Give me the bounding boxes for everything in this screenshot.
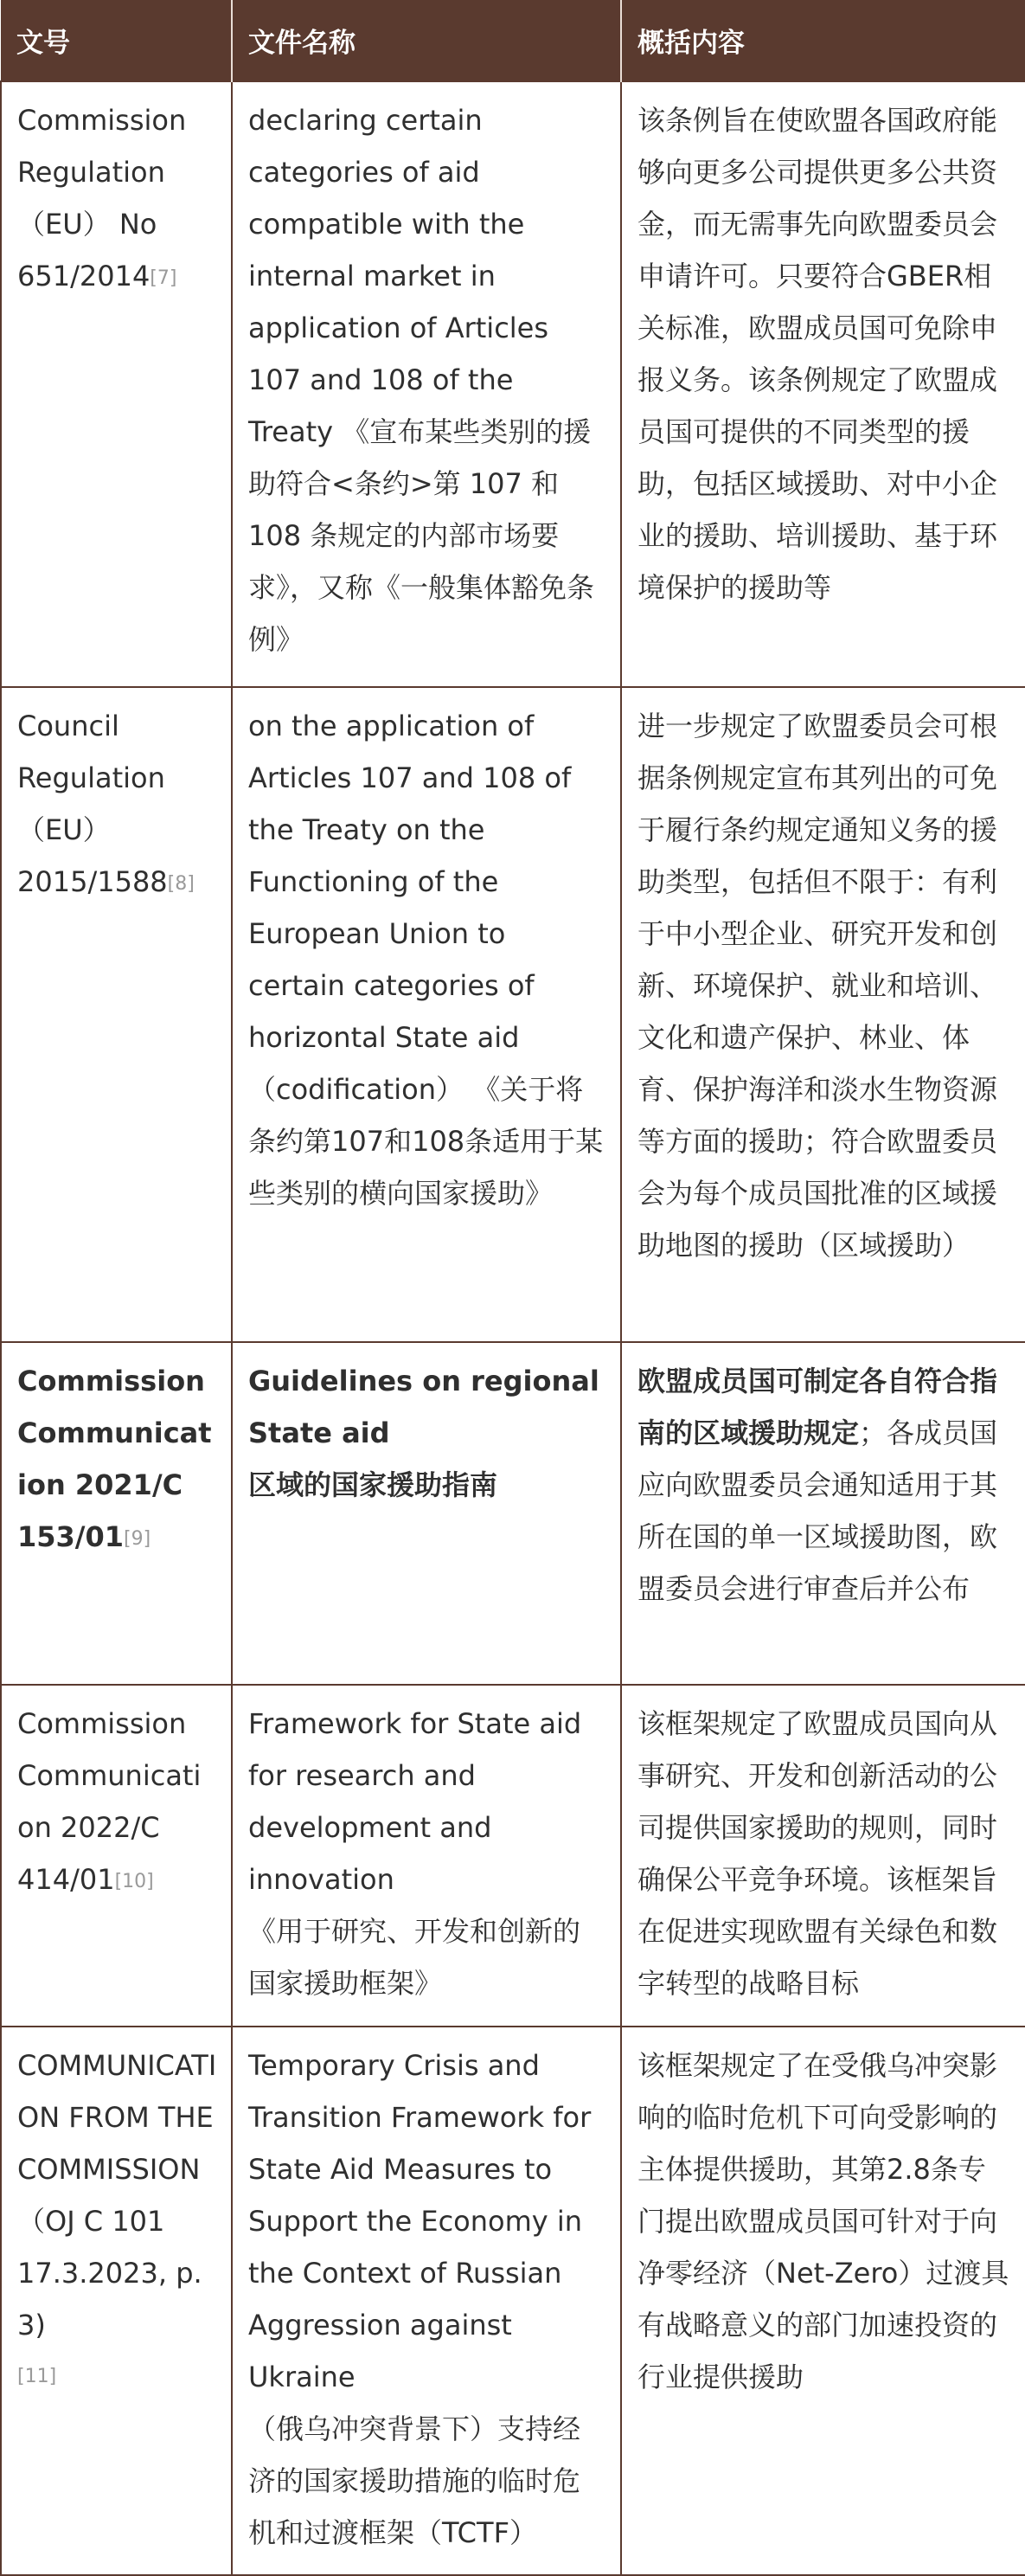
document-name-en: Temporary Crisis and Transition Framework for State Aid Measures to Support the Economy in the Context of Russian Aggression against Ukraine	[248, 2049, 592, 2393]
header-number: 文号	[1, 0, 232, 81]
document-number: Commission Regulation （EU） No 651/2014	[17, 104, 187, 292]
table-row	[1, 1685, 1025, 2027]
cell-document-name	[232, 81, 621, 687]
document-name-en: declaring certain categories of aid compatible with the internal market in application of Articles 107 and 108 of the Treaty	[248, 104, 549, 448]
footnote-ref[interactable]: [7]	[150, 267, 177, 289]
document-name-en: on the application of Articles 107 and 108 of the Treaty on the Functioning of the European Union to certain categories of horizontal State aid （codification）	[248, 710, 572, 1106]
document-number: Commission Communication 2021/C 153/01	[17, 1365, 212, 1553]
table-row	[1, 2027, 1025, 2575]
cell-summary	[621, 2027, 1025, 2575]
cell-document-name	[232, 1685, 621, 2027]
document-number: Council Regulation （EU） 2015/1588	[17, 710, 168, 898]
document-name-cn: 《用于研究、开发和创新的国家援助框架》	[248, 1915, 581, 2000]
summary-bold: 欧盟成员国可制定各自符合指南的区域援助规定	[637, 1365, 998, 1449]
cell-document-name	[232, 1342, 621, 1685]
cell-number	[1, 687, 232, 1342]
cell-document-name	[232, 687, 621, 1342]
summary-text: 该框架规定了欧盟成员国向从事研究、开发和创新活动的公司提供国家援助的规则，同时确保公平竞争环境。该框架旨在促进实现欧盟有关绿色和数字转型的战略目标	[637, 1707, 998, 2000]
header-row	[1, 0, 1025, 81]
cell-document-name	[232, 2027, 621, 2575]
cell-summary	[621, 687, 1025, 1342]
footnote-ref[interactable]: [9]	[124, 1528, 151, 1550]
document-name-cn: 区域的国家援助指南	[248, 1468, 498, 1501]
summary-text: 进一步规定了欧盟委员会可根据条例规定宣布其列出的可免于履行条约规定通知义务的援助类型，包括但不限于：有利于中小型企业、研究开发和创新、环境保护、就业和培训、文化和遗产保护、林业、体育、保护海洋和淡水生物资源等方面的援助；符合欧盟委员会为每个成员国批准的区域援助地图的援助（区域援助）	[637, 710, 998, 1262]
footnote-ref[interactable]: [10]	[114, 1871, 154, 1892]
cell-number	[1, 1685, 232, 2027]
cell-number	[1, 1342, 232, 1685]
footnote-ref[interactable]: [8]	[167, 873, 195, 895]
table-row	[1, 81, 1025, 687]
header-document-name: 文件名称	[232, 0, 621, 81]
summary-text: 该框架规定了在受俄乌冲突影响的临时危机下可向受影响的主体提供援助，其第2.8条专门提出欧盟成员国可针对于向净零经济（Net-Zero）过渡具有战略意义的部门加速投资的行业提供援助	[637, 2049, 1009, 2393]
header-summary: 概括内容	[621, 0, 1025, 81]
table-row	[1, 687, 1025, 1342]
cell-summary	[621, 1685, 1025, 2027]
document-number: Commission Communication 2022/C 414/01	[17, 1707, 202, 1896]
table-row	[1, 1342, 1025, 1685]
document-name-en: Framework for State aid for research and development and innovation	[248, 1707, 582, 1896]
document-name-cn: （俄乌冲突背景下）支持经济的国家援助措施的临时危机和过渡框架（TCTF）	[248, 2412, 581, 2549]
document-name-cn: 《宣布某些类别的援助符合<条约>第 107 和 108 条规定的内部市场要求》，又称《一般集体豁免条例》	[248, 415, 595, 656]
document-name-cn: 《关于将条约第107和108条适用于某些类别的横向国家援助》	[248, 1073, 604, 1210]
cell-number	[1, 81, 232, 687]
footnote-ref[interactable]: [11]	[17, 2366, 57, 2387]
cell-number	[1, 2027, 232, 2575]
document-name-en: Guidelines on regional State aid	[248, 1365, 599, 1449]
summary-text: ；各成员国应向欧盟委员会通知适用于其所在国的单一区域援助图，欧盟委员会进行审查后并公布	[637, 1416, 998, 1605]
cell-summary	[621, 1342, 1025, 1685]
cell-summary	[621, 81, 1025, 687]
summary-text: 该条例旨在使欧盟各国政府能够向更多公司提供更多公共资金，而无需事先向欧盟委员会申请许可。只要符合GBER相关标准，欧盟成员国可免除申报义务。该条例规定了欧盟成员国可提供的不同类型的援助，包括区域援助、对中小企业的援助、培训援助、基于环境保护的援助等	[637, 104, 998, 604]
document-number: COMMUNICATION FROM THE COMMISSION （OJ C 101 17.3.2023, p. 3)	[17, 2049, 217, 2342]
